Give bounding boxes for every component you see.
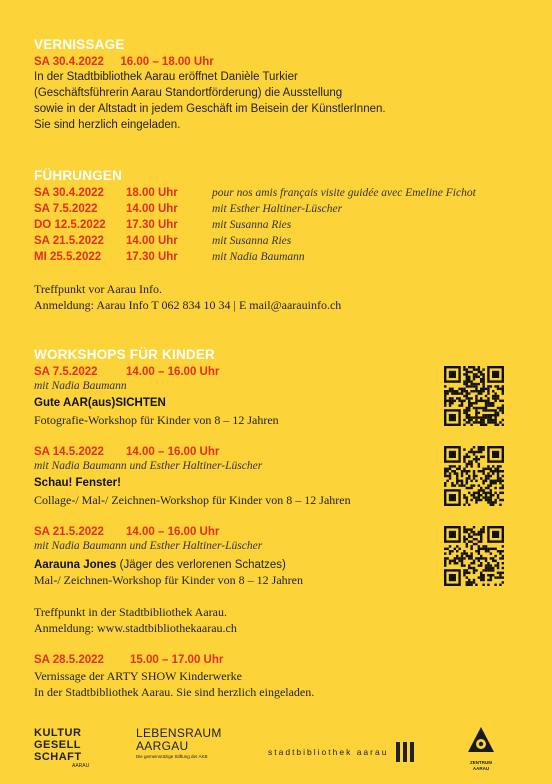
fuehrung-date: DO 12.5.2022 xyxy=(34,219,106,231)
qr-code-icon[interactable] xyxy=(444,526,504,586)
logo-sub: AARAU xyxy=(72,763,90,769)
workshops-title: WORKSHOPS FÜR KINDER xyxy=(34,347,216,362)
vernissage-datetime xyxy=(34,53,214,69)
workshop-name: Schau! Fenster! xyxy=(34,477,121,489)
kinderwerke-time: 15.00 – 17.00 Uhr xyxy=(130,654,224,666)
kinderwerke-line2: In der Stadtbibliothek Aarau. Sie sind herzlich eingeladen. xyxy=(34,685,315,699)
vernissage-line: sowie in der Altstadt in jedem Geschäft im Beisein der KünstlerInnen. xyxy=(34,103,386,115)
workshop-time: 14.00 – 16.00 Uhr xyxy=(126,366,220,378)
vernissage-text xyxy=(34,69,386,133)
fuehrung-desc: mit Esther Haltiner-Lüscher xyxy=(212,203,343,215)
fuehrung-desc: pour nos amis français visite guidée avec Emeline Fichot xyxy=(212,187,476,199)
workshop-with: mit Nadia Baumann und Esther Haltiner-Lüscher xyxy=(34,460,263,472)
qr-code-icon[interactable] xyxy=(444,446,504,506)
fuehrung-desc: mit Susanna Ries xyxy=(212,235,292,247)
fuehrungen-registration: Anmeldung: Aarau Info T 062 834 10 34 | E mail@aarauinfo.ch xyxy=(34,298,342,312)
logo-bar-icon xyxy=(396,742,400,762)
logo-line: AARGAU xyxy=(136,739,189,753)
workshop-desc: Fotografie-Workshop für Kinder von 8 – 12 Jahren xyxy=(34,413,279,427)
logo-text: stadtbibliothek aarau xyxy=(268,747,389,757)
fuehrung-date: MI 25.5.2022 xyxy=(34,251,102,263)
fuehrung-date: SA 7.5.2022 xyxy=(34,203,98,215)
lebensraum-aargau-logo[interactable] xyxy=(136,727,222,761)
fuehrung-time: 17.30 Uhr xyxy=(126,219,178,231)
fuehrung-time: 14.00 Uhr xyxy=(126,203,178,215)
workshop-date: SA 14.5.2022 xyxy=(34,446,104,458)
workshops-meeting: Treffpunkt in der Stadtbibliothek Aarau. xyxy=(34,605,227,619)
workshop-name-line xyxy=(34,557,286,573)
workshop-name: Gute AAR(aus)SICHTEN xyxy=(34,397,166,409)
fuehrungen-title: FÜHRUNGEN xyxy=(34,168,123,183)
fuehrung-time: 14.00 Uhr xyxy=(126,235,178,247)
vernissage-line: Sie sind herzlich eingeladen. xyxy=(34,119,181,131)
workshop-desc: Mal-/ Zeichnen-Workshop für Kinder von 8 – 12 Jahren xyxy=(34,573,303,587)
stadtbibliothek-logo[interactable] xyxy=(268,742,414,762)
zentrum-triangle-icon xyxy=(466,725,496,755)
qr-code-icon[interactable] xyxy=(444,366,504,426)
logo-bar-icon xyxy=(410,742,414,762)
vernissage-date: SA 30.4.2022 xyxy=(34,56,104,68)
workshop-date: SA 7.5.2022 xyxy=(34,366,98,378)
workshop-with: mit Nadia Baumann und Esther Haltiner-Lüscher xyxy=(34,540,263,552)
kinderwerke-date: SA 28.5.2022 xyxy=(34,654,104,666)
fuehrung-desc: mit Susanna Ries xyxy=(212,219,292,231)
logo-line: SCHAFT xyxy=(34,751,82,763)
fuehrung-time: 18.00 Uhr xyxy=(126,187,178,199)
vernissage-time: 16.00 – 18.00 Uhr xyxy=(120,56,214,68)
logo-sub: ZENTRUM AARAU xyxy=(470,760,492,771)
workshop-desc: Collage-/ Mal-/ Zeichnen-Workshop für Kinder von 8 – 12 Jahren xyxy=(34,493,351,507)
workshop-time: 14.00 – 16.00 Uhr xyxy=(126,526,220,538)
workshops-registration: Anmeldung: www.stadtbibliothekaarau.ch xyxy=(34,621,237,635)
workshop-name-extra: (Jäger des verlorenen Schatzes) xyxy=(116,559,286,571)
workshop-date: SA 21.5.2022 xyxy=(34,526,104,538)
logo-bar-icon xyxy=(403,742,407,762)
vernissage-title: VERNISSAGE xyxy=(34,37,125,52)
workshop-name: Aarauna Jones xyxy=(34,559,117,571)
fuehrung-desc: mit Nadia Baumann xyxy=(212,251,305,263)
logo-line: GESELL xyxy=(34,739,82,751)
logo-sub: Die gemeinnützige Stiftung der AKB xyxy=(136,754,208,759)
kinderwerke-line1: Vernissage der ARTY SHOW Kinderwerke xyxy=(34,669,242,683)
zentrum-aarau-logo[interactable] xyxy=(463,725,499,772)
vernissage-line: (Geschäftsführerin Aarau Standortförderung) die Ausstellung xyxy=(34,87,343,99)
vernissage-line: In der Stadtbibliothek Aarau eröffnet Danièle Turkier xyxy=(34,71,298,83)
workshop-with: mit Nadia Baumann xyxy=(34,380,127,392)
kultur-gesellschaft-logo[interactable] xyxy=(34,727,89,769)
fuehrung-time: 17.30 Uhr xyxy=(126,251,178,263)
logo-line: KULTUR xyxy=(34,727,82,739)
fuehrungen-meeting: Treffpunkt vor Aarau Info. xyxy=(34,282,162,296)
logo-line: LEBENSRAUM xyxy=(136,726,222,740)
fuehrung-date: SA 30.4.2022 xyxy=(34,187,104,199)
workshop-time: 14.00 – 16.00 Uhr xyxy=(126,446,220,458)
fuehrung-date: SA 21.5.2022 xyxy=(34,235,104,247)
